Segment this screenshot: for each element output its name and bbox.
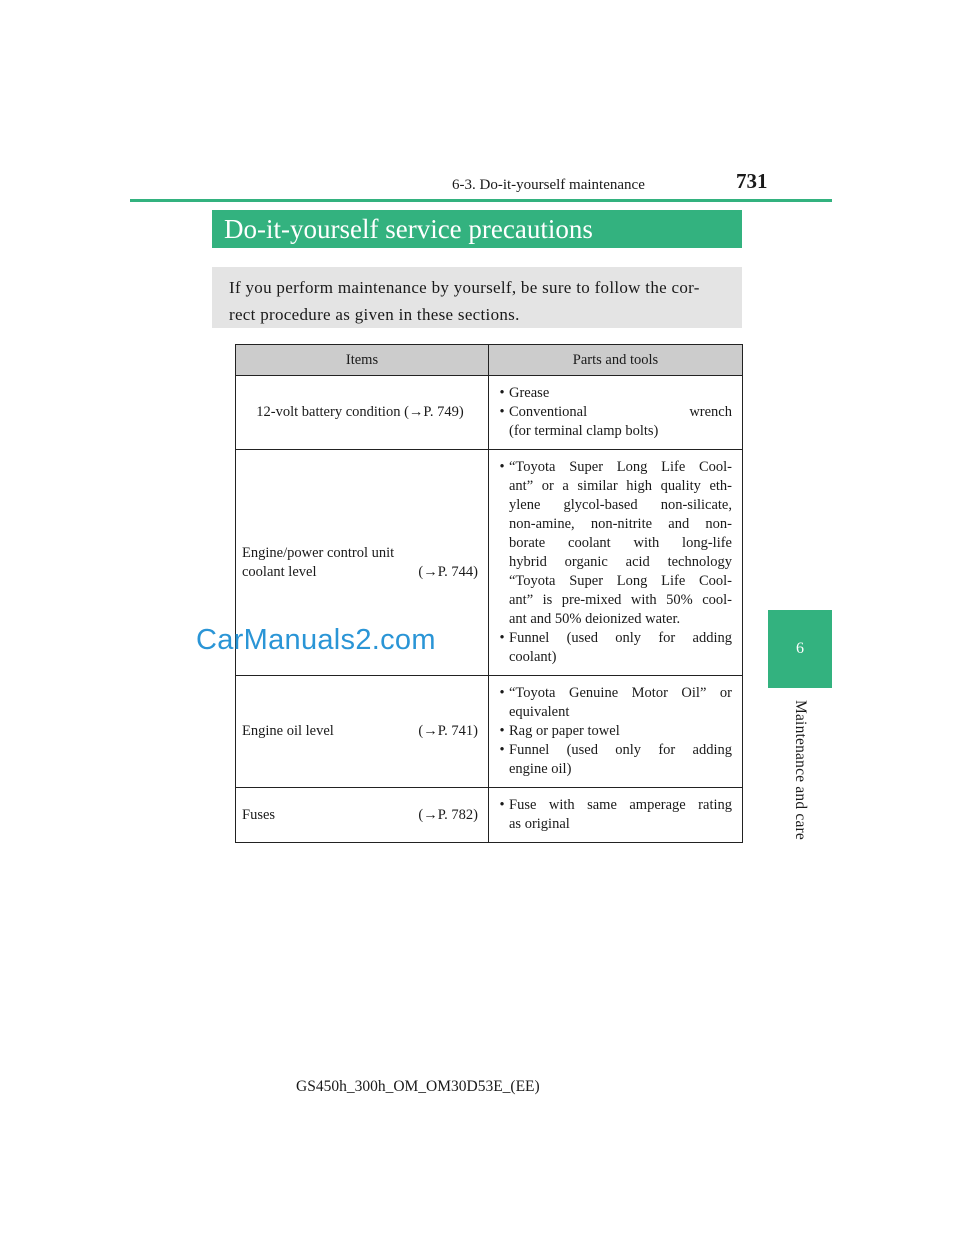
item-name: Engine/power control unit <box>242 544 395 561</box>
bullet-icon: • <box>499 459 505 475</box>
parts-cell <box>489 676 743 788</box>
bullet-text-line: engine oil) <box>509 761 572 777</box>
bullet-icon: • <box>499 385 505 401</box>
table-row <box>236 788 743 843</box>
bullet-icon: • <box>499 797 505 813</box>
bullet-text-line: (for terminal clamp bolts) <box>509 423 659 439</box>
bullet-text <box>509 796 732 834</box>
bullet-icon: • <box>499 742 505 758</box>
bullet-text-line: hybrid organic acid technology <box>509 554 732 570</box>
bullet-text-line: Funnel (used only for adding <box>509 630 732 646</box>
parts-bullet-item <box>495 684 732 722</box>
parts-bullet-item <box>495 384 732 403</box>
bullet-text-line: “Toyota Super Long Life Cool- <box>509 573 732 589</box>
bullet-text-line: ant and 50% deionized water. <box>509 611 681 627</box>
item-cell <box>236 676 489 788</box>
bullet-text-line: non-amine, non-nitrite and non- <box>509 516 732 532</box>
item-name: 12-volt battery condition (→P. 749) <box>256 404 464 420</box>
item-line <box>242 563 478 582</box>
section-title-bar: Do-it-yourself service precautions <box>212 210 742 248</box>
bullet-text <box>509 722 732 741</box>
header-section-title: 6-3. Do-it-yourself maintenance <box>452 177 645 193</box>
bullet-text-line: “Toyota Super Long Life Cool- <box>509 459 732 475</box>
watermark: CarManuals2.com <box>196 624 436 656</box>
bullet-text <box>509 741 732 779</box>
parts-bullet-item <box>495 796 732 834</box>
item-name: coolant level <box>242 563 317 580</box>
bullet-icon: • <box>499 630 505 646</box>
chapter-tab-number: 6 <box>768 610 832 688</box>
item-cell <box>236 376 489 450</box>
item-line <box>242 722 478 741</box>
maintenance-items-table <box>235 344 743 843</box>
item-name: Engine oil level <box>242 723 334 739</box>
item-name: Fuses <box>242 806 276 823</box>
item-page-reference: (→P. 741) <box>418 723 478 739</box>
bullet-text-line: Grease <box>509 385 550 401</box>
parts-bullet-item <box>495 458 732 629</box>
bullet-text-line: equivalent <box>509 704 570 720</box>
column-header-parts: Parts and tools <box>489 345 743 376</box>
bullet-text-line: Fuse with same amperage rating <box>509 797 732 813</box>
intro-line-2: rect procedure as given in these sections. <box>229 305 520 324</box>
bullet-text-line: coolant) <box>509 649 557 665</box>
bullet-text-line: ant” or a similar high quality eth- <box>509 478 732 494</box>
bullet-icon: • <box>499 404 505 420</box>
parts-cell <box>489 788 743 843</box>
bullet-text <box>509 684 732 722</box>
item-page-reference: (→P. 744) <box>418 563 478 580</box>
bullet-text <box>509 384 732 403</box>
intro-line-1: If you perform maintenance by yourself, be sure to follow the cor- <box>229 278 700 297</box>
parts-bullet-item <box>495 722 732 741</box>
item-line <box>242 403 478 422</box>
table-header-row <box>236 345 743 376</box>
chapter-tab-label: Maintenance and care <box>792 700 809 840</box>
parts-bullet-item <box>495 629 732 667</box>
bullet-text <box>509 629 732 667</box>
bullet-text-line: ant” is pre-mixed with 50% cool- <box>509 592 732 608</box>
item-line <box>242 806 478 825</box>
column-header-items: Items <box>236 345 489 376</box>
parts-cell <box>489 450 743 676</box>
item-cell <box>236 788 489 843</box>
bullet-text <box>509 403 732 441</box>
parts-bullet-item <box>495 741 732 779</box>
item-page-reference: (→P. 782) <box>418 806 478 823</box>
bullet-text-line: ylene glycol-based non-silicate, <box>509 497 732 513</box>
bullet-icon: • <box>499 723 505 739</box>
bullet-text <box>509 458 732 629</box>
footer-document-code: GS450h_300h_OM_OM30D53E_(EE) <box>296 1078 540 1095</box>
table-row <box>236 676 743 788</box>
parts-bullet-item <box>495 403 732 441</box>
bullet-text-line: as original <box>509 816 570 832</box>
page-number: 731 <box>736 169 768 193</box>
bullet-text-line: “Toyota Genuine Motor Oil” or <box>509 685 732 701</box>
table-row <box>236 376 743 450</box>
table-body <box>236 376 743 843</box>
bullet-icon: • <box>499 685 505 701</box>
bullet-text-line: Conventional wrench <box>509 404 732 420</box>
item-line <box>242 544 478 563</box>
bullet-text-line: Rag or paper towel <box>509 723 620 739</box>
parts-cell <box>489 376 743 450</box>
header-rule <box>130 199 832 202</box>
bullet-text-line: Funnel (used only for adding <box>509 742 732 758</box>
bullet-text-line: borate coolant with long-life <box>509 535 732 551</box>
intro-box <box>212 267 742 328</box>
